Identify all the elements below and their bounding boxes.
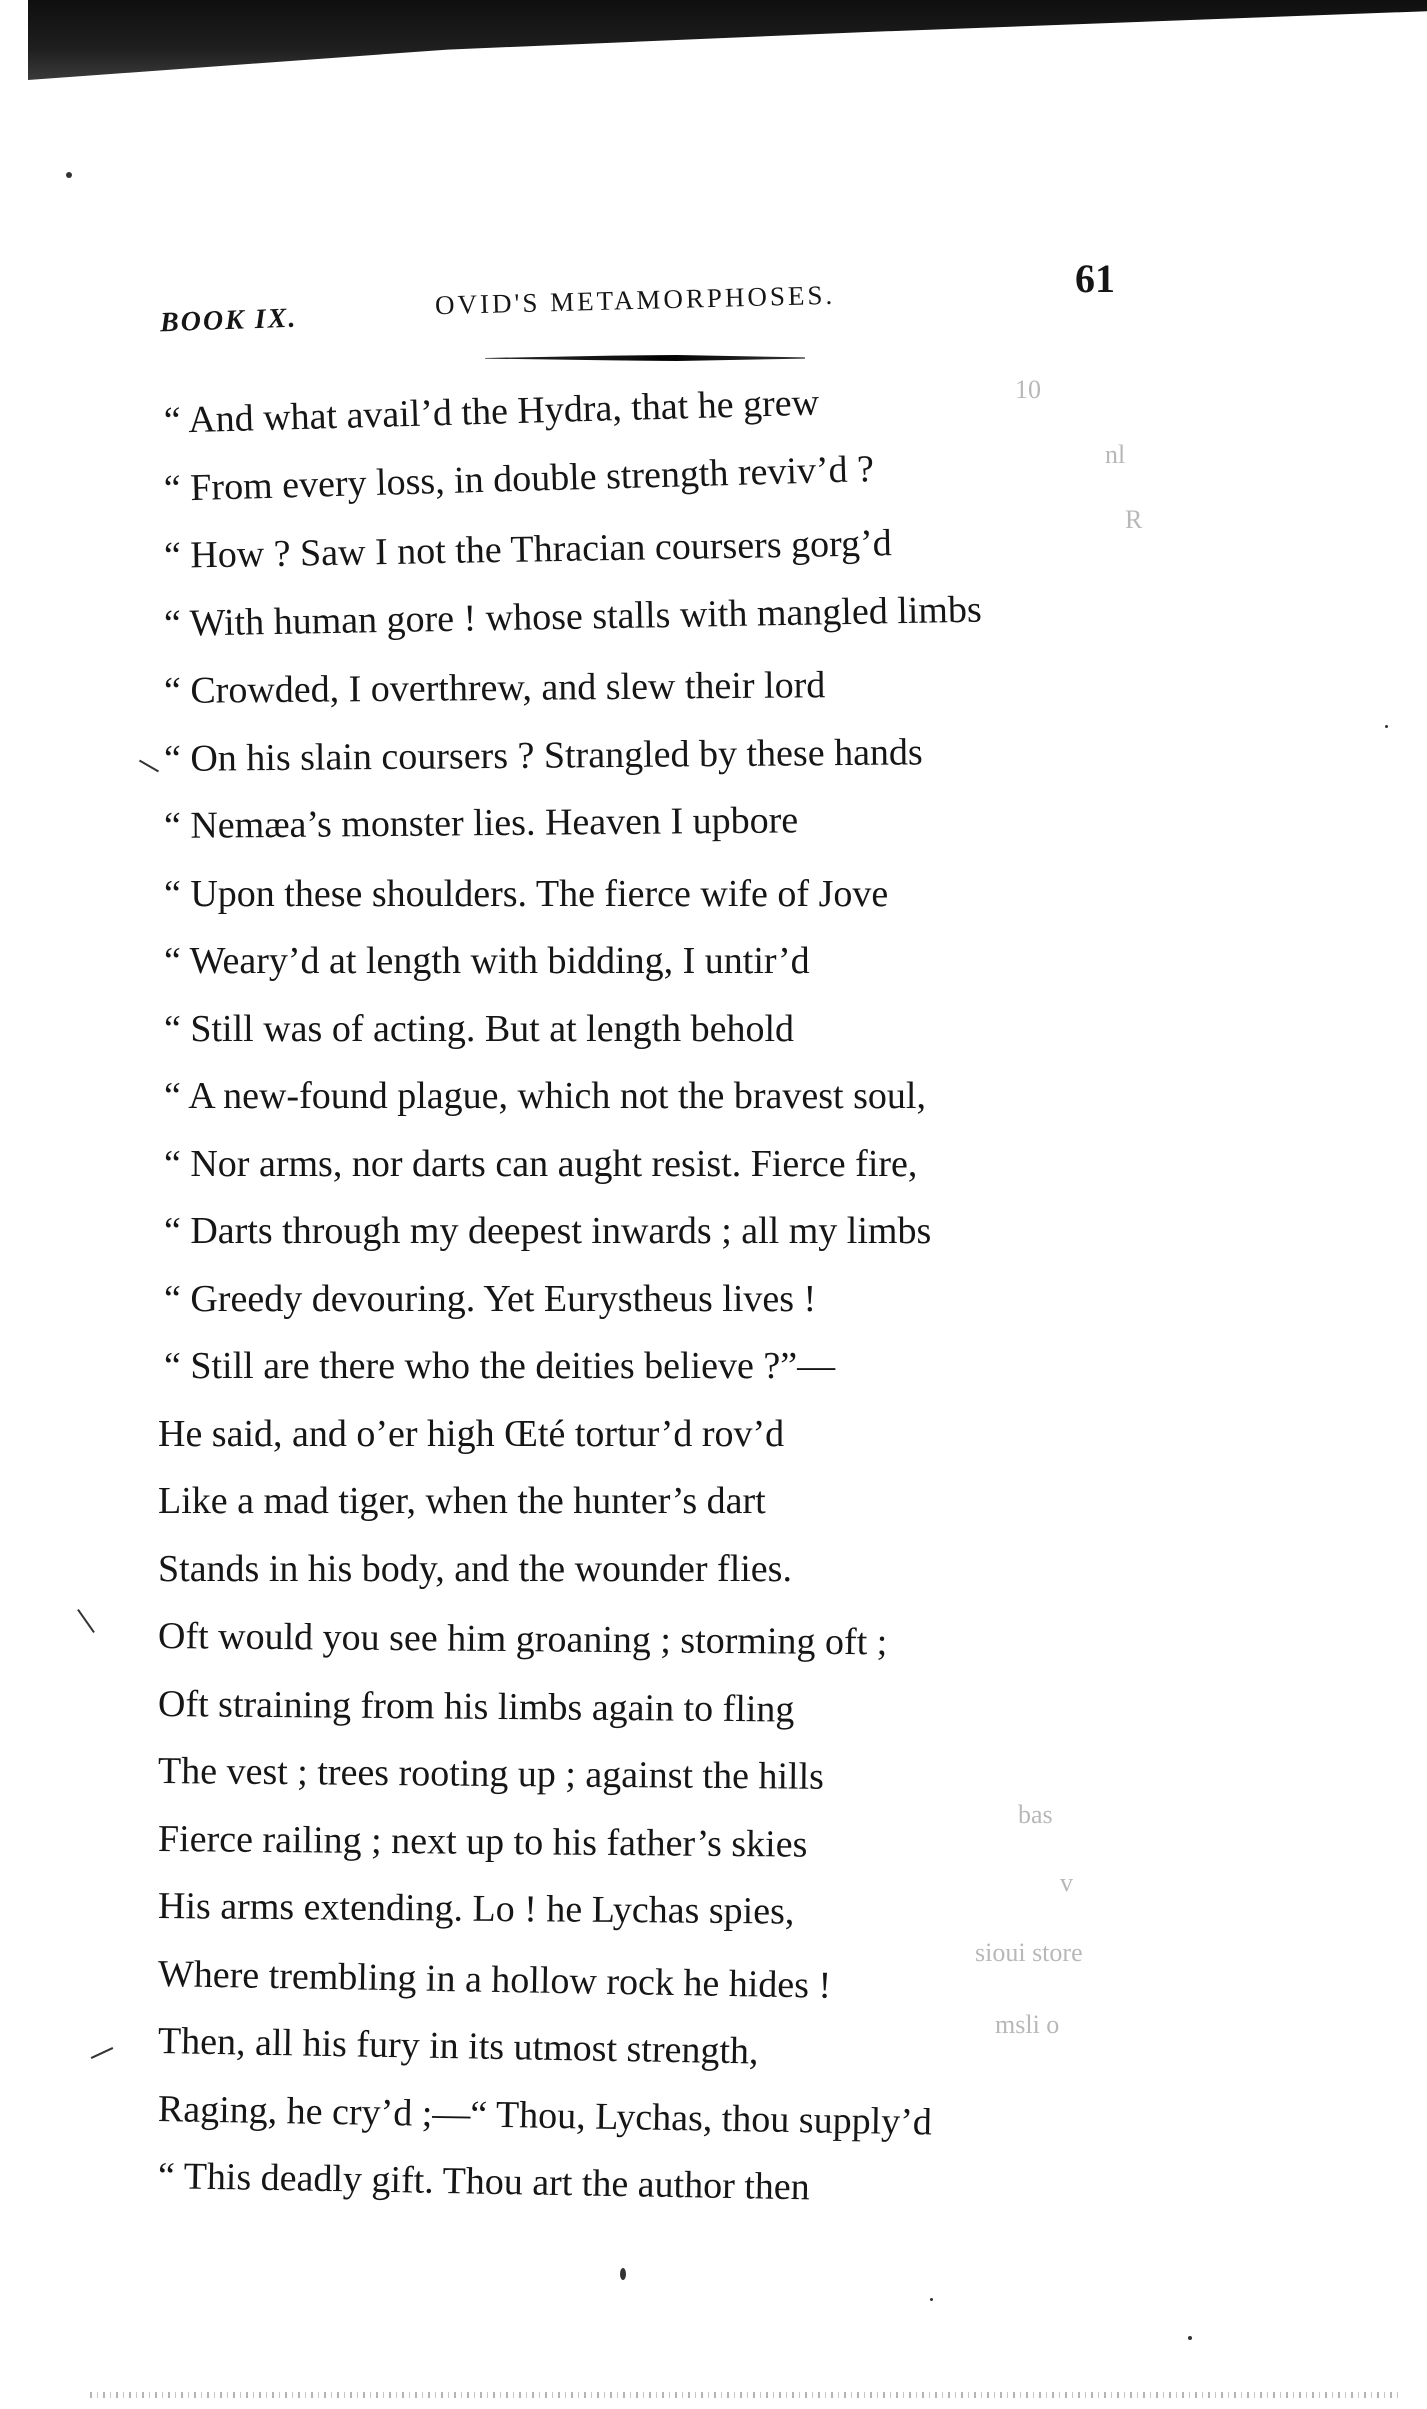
verse-line: “ This deadly gift. Thou art the author then — [157, 2155, 811, 2209]
running-title: OVID'S METAMORPHOSES. — [434, 279, 836, 321]
verse-line: “ Upon these shoulders. The fierce wife of Jove — [164, 872, 889, 915]
verse-line: “ Crowded, I overthrew, and slew their lord — [163, 664, 826, 712]
page-number: 61 — [1075, 256, 1115, 301]
show-through-text: nl — [1105, 440, 1126, 469]
show-through-text: bas — [1018, 1800, 1053, 1829]
verse-line: He said, and o’er high Œté tortur’d rov’d — [158, 1412, 785, 1455]
show-through-text: 10 — [1015, 375, 1041, 404]
show-through-text: sioui store — [975, 1938, 1083, 1967]
verse-line: Oft would you see him groaning ; storming oft ; — [157, 1615, 888, 1664]
margin-mark — [139, 760, 159, 773]
running-head — [150, 255, 1150, 339]
verse-line: “ Nor arms, nor darts can aught resist. Fierce fire, — [164, 1142, 918, 1185]
verse-line: Then, all his fury in its utmost strength, — [157, 2020, 759, 2073]
scan-shadow-edge — [28, 0, 1427, 80]
verse-line: His arms extending. Lo ! he Lychas spies, — [157, 1885, 795, 1933]
verse-line: “ How ? Saw I not the Thracian coursers gorg’d — [163, 522, 893, 577]
verse-line: “ On his slain coursers ? Strangled by these hands — [163, 730, 923, 780]
verse-line: “ With human gore ! whose stalls with mangled limbs — [163, 588, 983, 645]
verse-line: Raging, he cry’d ;—“ Thou, Lychas, thou supply’d — [157, 2087, 933, 2144]
verse-line: Where trembling in a hollow rock he hides ! — [157, 1952, 832, 2007]
show-through-text: msli o — [995, 2010, 1060, 2039]
verse-line: “ Nemæa’s monster lies. Heaven I upbore — [163, 799, 799, 847]
margin-mark — [77, 1609, 95, 1633]
margin-mark — [91, 2047, 114, 2059]
verse-line: “ Still was of acting. But at length behold — [164, 1007, 795, 1050]
header-rule — [485, 355, 805, 361]
verse-line: Oft straining from his limbs again to fling — [157, 1682, 795, 1731]
show-through-text: R — [1125, 505, 1143, 534]
verse-line: “ From every loss, in double strength reviv’d ? — [163, 447, 875, 510]
verse-line: “ And what avail’d the Hydra, that he grew — [163, 381, 820, 442]
verse-line: “ Greedy devouring. Yet Eurystheus lives ! — [164, 1277, 817, 1320]
show-through-text: v — [1060, 1868, 1073, 1897]
verse-line: “ Still are there who the deities believe ?”— — [164, 1345, 836, 1387]
verse-line: “ Darts through my deepest inwards ; all my limbs — [164, 1210, 932, 1252]
verse-line: “ A new-found plague, which not the bravest soul, — [164, 1075, 926, 1117]
verse-line: The vest ; trees rooting up ; against the hills — [157, 1750, 825, 1798]
bottom-edge-noise — [90, 2392, 1400, 2398]
verse-line: Stands in his body, and the wounder flies. — [158, 1547, 792, 1590]
verse-line: Like a mad tiger, when the hunter’s dart — [158, 1480, 766, 1522]
book-label: BOOK IX. — [159, 302, 298, 339]
verse-line: Fierce railing ; next up to his father’s skies — [157, 1817, 808, 1866]
verse-line: “ Weary’d at length with bidding, I untir’d — [164, 940, 810, 982]
